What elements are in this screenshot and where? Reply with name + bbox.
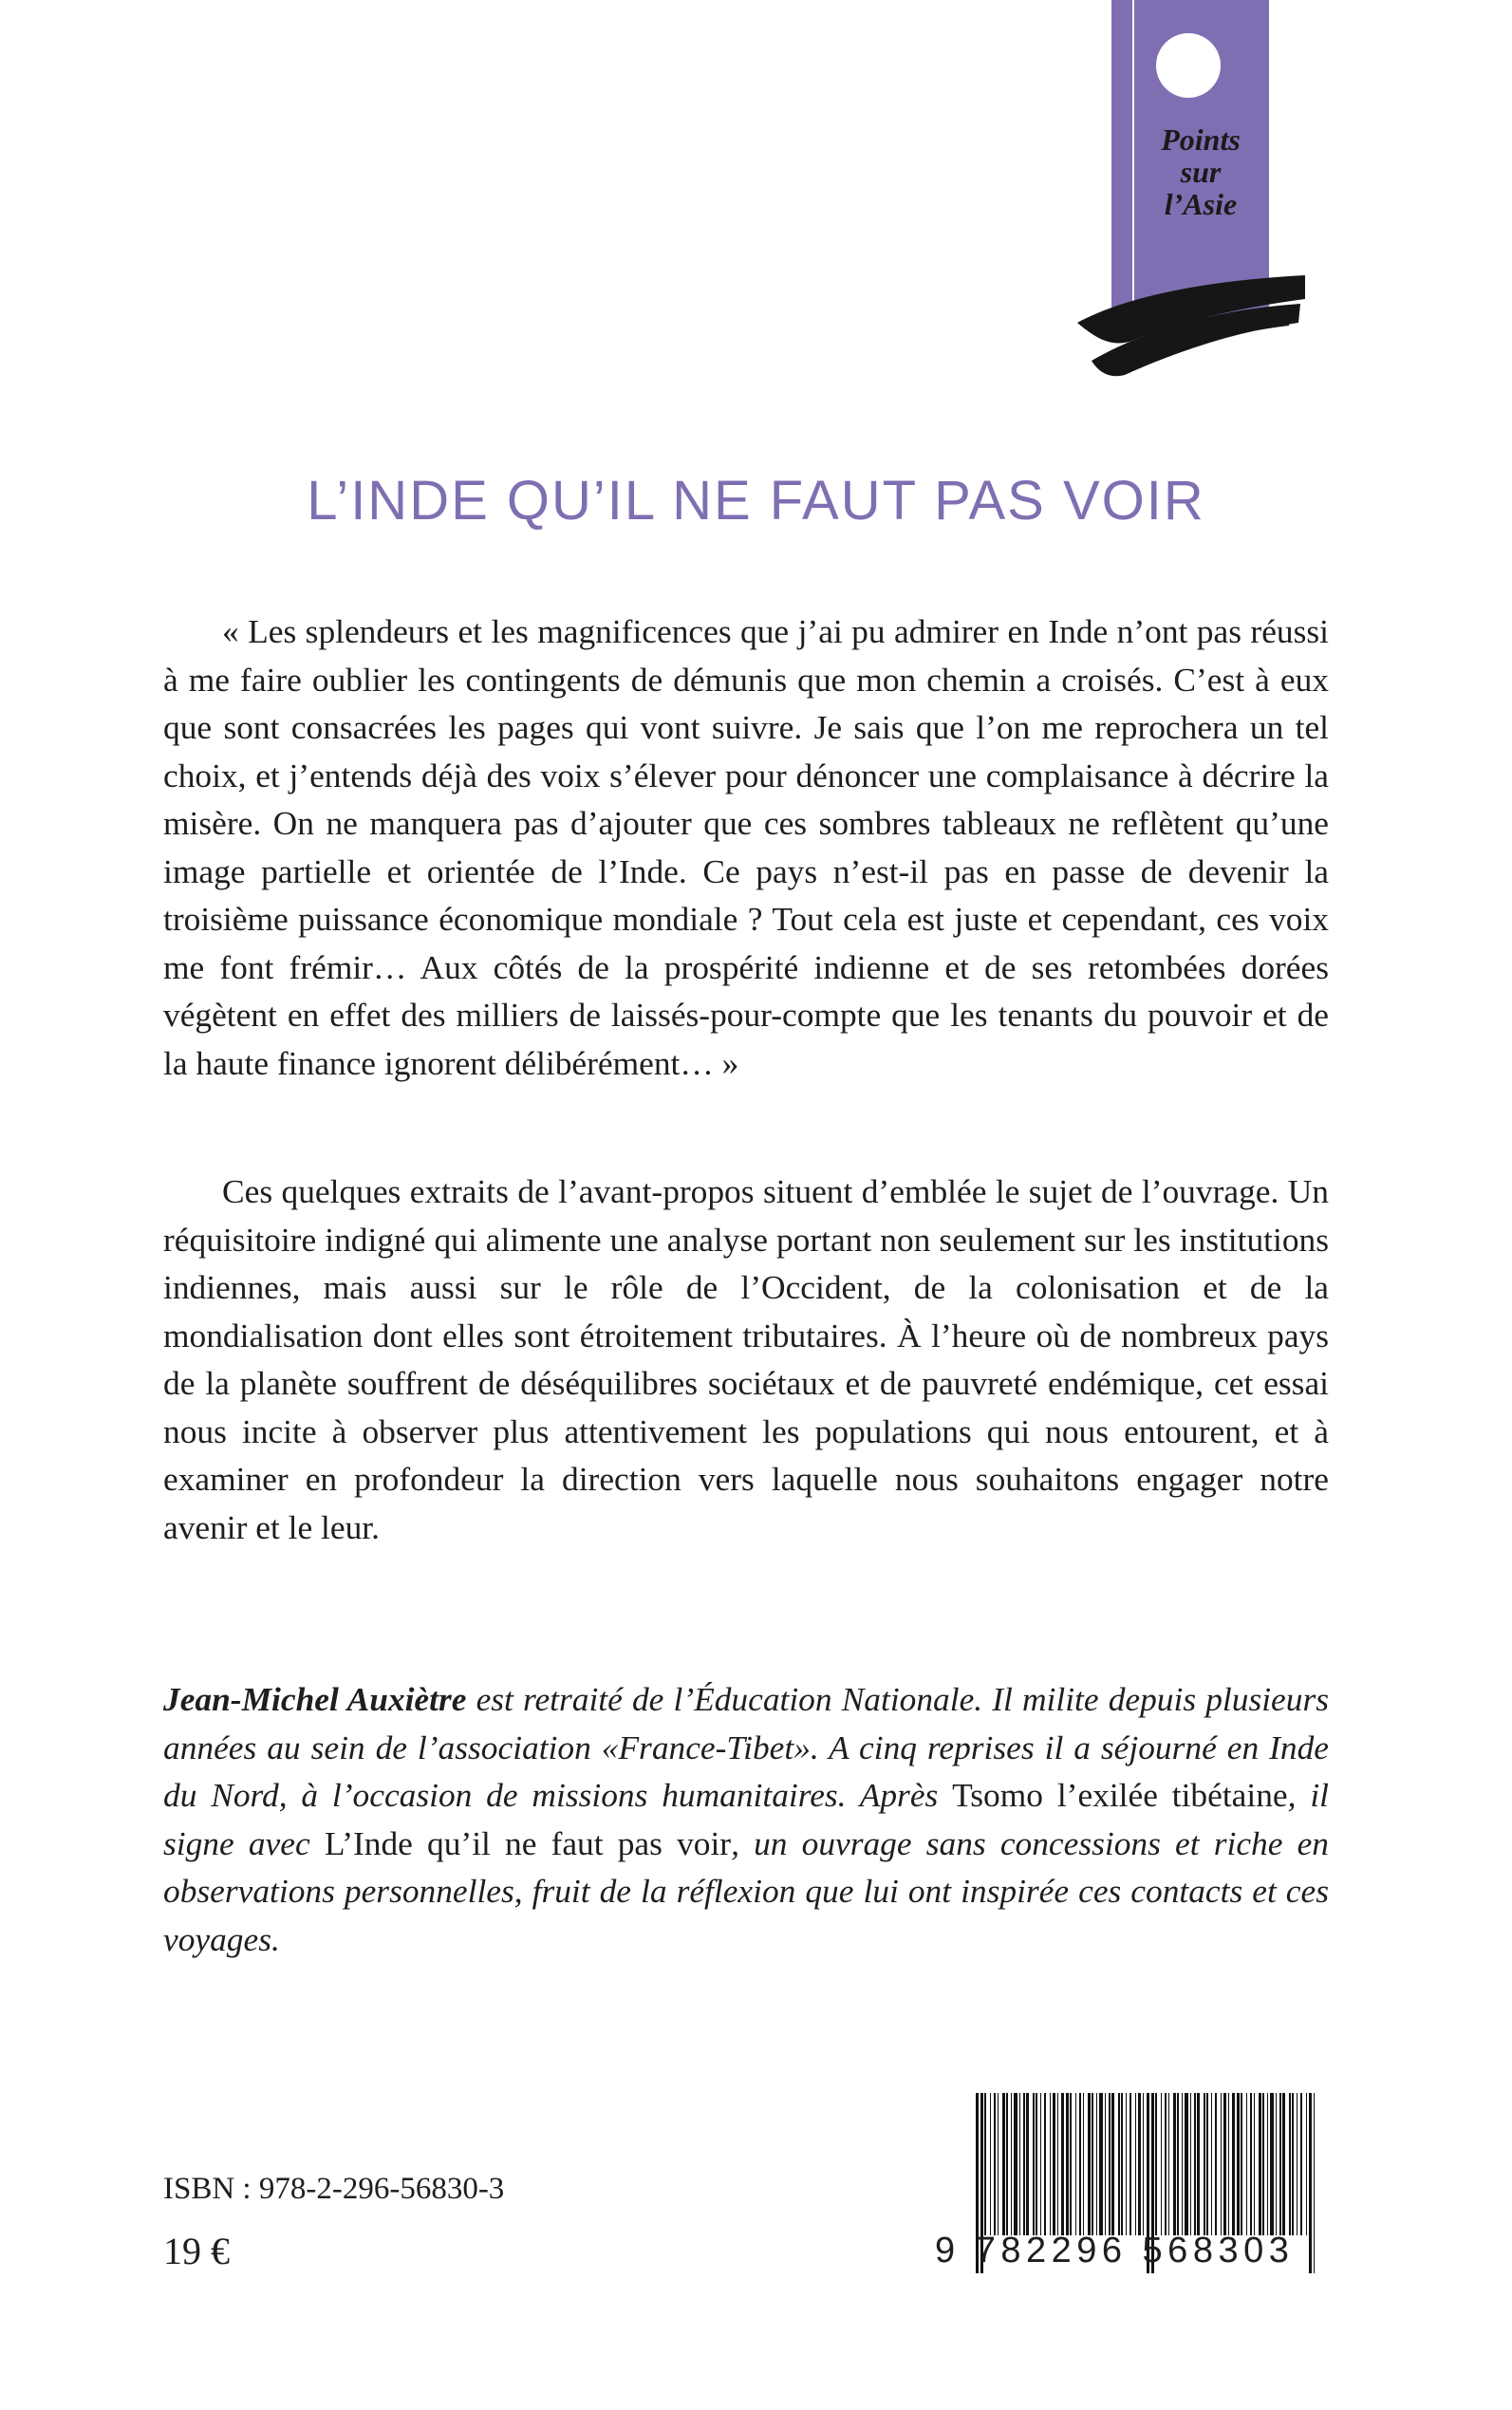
- barcode-bar: [1040, 2093, 1041, 2235]
- barcode-bar: [1083, 2093, 1084, 2235]
- author-name: Jean-Michel Auxiètre: [163, 1680, 467, 1718]
- barcode-bar: [1204, 2093, 1205, 2235]
- barcode-bar: [1259, 2093, 1261, 2235]
- barcode-bar: [1096, 2093, 1097, 2235]
- barcode-bar: [1070, 2093, 1072, 2235]
- barcode-bar: [1250, 2093, 1252, 2235]
- barcode-bar: [1262, 2093, 1264, 2235]
- quote-paragraph: « Les splendeurs et les magnificences que j’ai pu admirer en Inde n’ont pas réussi à me faire oublier les contingents de démunis que mon chemin a croisés. C’est à eux que sont consacrées les pages qui vont suivre. Je sais que l’on me reprochera un tel choix, et j’entends déjà des voix s’élever pour dénoncer une complaisance à décrire la misère. On ne manquera pas d’ajouter que ces sombres tableaux ne reflètent qu’une image partielle et orientée de l’Inde. Ce pays n’est-il pas en passe de devenir la troisième puissance économique mondiale ? Tout cela est juste et cependant, ces voix me font frémir… Aux côtés de la prospérité indienne et de ses retombées dorées végètent en effet des milliers de laissés-pour-compte que les tenants du pouvoir et de la haute finance ignorent délibérément… »: [163, 612, 1329, 1082]
- barcode-bar: [1241, 2093, 1242, 2235]
- barcode-bar: [1155, 2093, 1157, 2235]
- barcode-bar: [1014, 2093, 1017, 2235]
- barcode-bar: [1267, 2093, 1268, 2235]
- series-logo: [1144, 123, 1258, 220]
- barcode-bar: [1168, 2093, 1169, 2235]
- barcode-bar: [998, 2093, 999, 2235]
- barcode-bar: [1206, 2093, 1208, 2235]
- barcode-bar: [1221, 2093, 1222, 2235]
- isbn: ISBN : 978-2-296-56830-3: [163, 2172, 505, 2206]
- barcode-bar: [1011, 2093, 1012, 2235]
- barcode-bar: [1066, 2093, 1069, 2235]
- barcode-bar: [1075, 2093, 1076, 2235]
- barcode-bar: [1223, 2093, 1226, 2235]
- barcode-bar: [1232, 2093, 1235, 2235]
- barcode-bar: [1079, 2093, 1081, 2235]
- barcode-bar: [1282, 2093, 1285, 2235]
- barcode-bar: [1006, 2093, 1008, 2235]
- barcode-bar: [1111, 2093, 1114, 2235]
- barcode-bar: [1088, 2093, 1091, 2235]
- barcode-bar: [1289, 2093, 1291, 2235]
- barcode-bar: [1053, 2093, 1055, 2235]
- barcode-bar: [1270, 2093, 1274, 2235]
- barcode-bar: [1177, 2093, 1179, 2235]
- barcode-bar: [1211, 2093, 1212, 2235]
- barcode-bar: [1002, 2093, 1005, 2235]
- barcode-bar: [1215, 2093, 1217, 2235]
- barcode-bar: [1185, 2093, 1188, 2235]
- barcode-bar: [1057, 2093, 1058, 2235]
- barcode-bar: [984, 2093, 986, 2235]
- barcode-bar: [1126, 2093, 1127, 2235]
- bio-book-1: Tsomo l’exilée tibétaine: [952, 1776, 1288, 1814]
- series-line-2: sur: [1180, 155, 1222, 189]
- barcode-bar: [1050, 2093, 1051, 2235]
- barcode-bar: [1033, 2093, 1035, 2235]
- barcode-bar: [1246, 2093, 1247, 2235]
- barcode-bar: [1190, 2093, 1191, 2235]
- barcode-bar: [1135, 2093, 1136, 2235]
- barcode-bar: [1228, 2093, 1229, 2235]
- barcode-bar: [1138, 2093, 1141, 2235]
- brush-stroke-icon: [1073, 271, 1310, 394]
- barcode-bar: [1306, 2093, 1307, 2235]
- barcode-bar: [990, 2093, 991, 2235]
- book-title: L’INDE QU’IL NE FAUT PAS VOIR: [307, 469, 1205, 532]
- summary-paragraph: Ces quelques extraits de l’avant-propos situent d’emblée le sujet de l’ouvrage. Un réquisitoire indigné qui alimente une analyse portant non seulement sur les institutions indiennes, mais aussi sur le rôle de l’Occident, de la colonisation et de la mondialisation dont elles sont étroitement tributaires. À l’heure où de nombreux pays de la planète souffrent de déséquilibres sociétaux et de pauvreté endémique, cet essai nous incite à observer plus attentivement les populations qui nous entourent, et à examiner en profondeur la direction vers laquelle nous souhaitons engager notre avenir et le leur.: [163, 1172, 1329, 1546]
- price: 19 €: [163, 2230, 230, 2272]
- summary-block: [163, 1168, 1329, 1551]
- barcode-bar: [1182, 2093, 1183, 2235]
- barcode-bar: [1165, 2093, 1167, 2235]
- barcode-bar: [1279, 2093, 1281, 2235]
- series-line-3: l’Asie: [1164, 187, 1238, 221]
- barcode-bar: [1121, 2093, 1123, 2235]
- author-bio: [163, 1675, 1329, 1963]
- barcode-bar: [1254, 2093, 1255, 2235]
- barcode-bar: [1161, 2093, 1162, 2235]
- barcode-bar: [1044, 2093, 1046, 2235]
- barcode-bar: [1026, 2093, 1029, 2235]
- bio-text-3: , un ouvrage sans concessions et riche en observations personnelles, fruit de la réflexion que lui ont inspirée ces contacts et ces voyages.: [163, 1823, 1329, 1958]
- barcode-bar: [1276, 2093, 1277, 2235]
- barcode-bar: [1129, 2093, 1131, 2235]
- barcode-bar: [1023, 2093, 1025, 2235]
- barcode-bar: [1292, 2093, 1294, 2235]
- barcode-bar: [1300, 2093, 1302, 2235]
- barcode-bar: [1197, 2093, 1200, 2235]
- bio-book-2: L’Inde qu’il ne faut pas voir: [324, 1823, 732, 1862]
- barcode-bar: [1036, 2093, 1037, 2235]
- barcode-bar: [1109, 2093, 1111, 2235]
- quote-block: [163, 607, 1329, 1087]
- bio-text-1: est retraité de l’Éducation Nationale. Il milite depuis plusieurs années au sein de l’association «France-Tibet». A cinq reprises il a séjourné en Inde du Nord, à l’occasion de missions humanitaires. Après: [163, 1680, 1330, 1814]
- barcode-bar: [1061, 2093, 1064, 2235]
- bio-text-2: , il signe avec: [163, 1776, 1329, 1862]
- barcode-bar: [1143, 2093, 1144, 2235]
- barcode-bar: [994, 2093, 996, 2235]
- series-circle-icon: [1156, 33, 1221, 98]
- series-line-1: Points: [1161, 122, 1241, 157]
- barcode-digits: 9 782296 568303: [935, 2231, 1295, 2270]
- barcode-bar: [1237, 2093, 1240, 2235]
- barcode-bar: [1099, 2093, 1103, 2235]
- barcode-bar: [1092, 2093, 1093, 2235]
- barcode-bar: [1105, 2093, 1106, 2235]
- barcode-bar: [1194, 2093, 1196, 2235]
- barcode-bar: [1019, 2093, 1020, 2235]
- barcode-bar: [1118, 2093, 1120, 2235]
- barcode-bar: [1173, 2093, 1176, 2235]
